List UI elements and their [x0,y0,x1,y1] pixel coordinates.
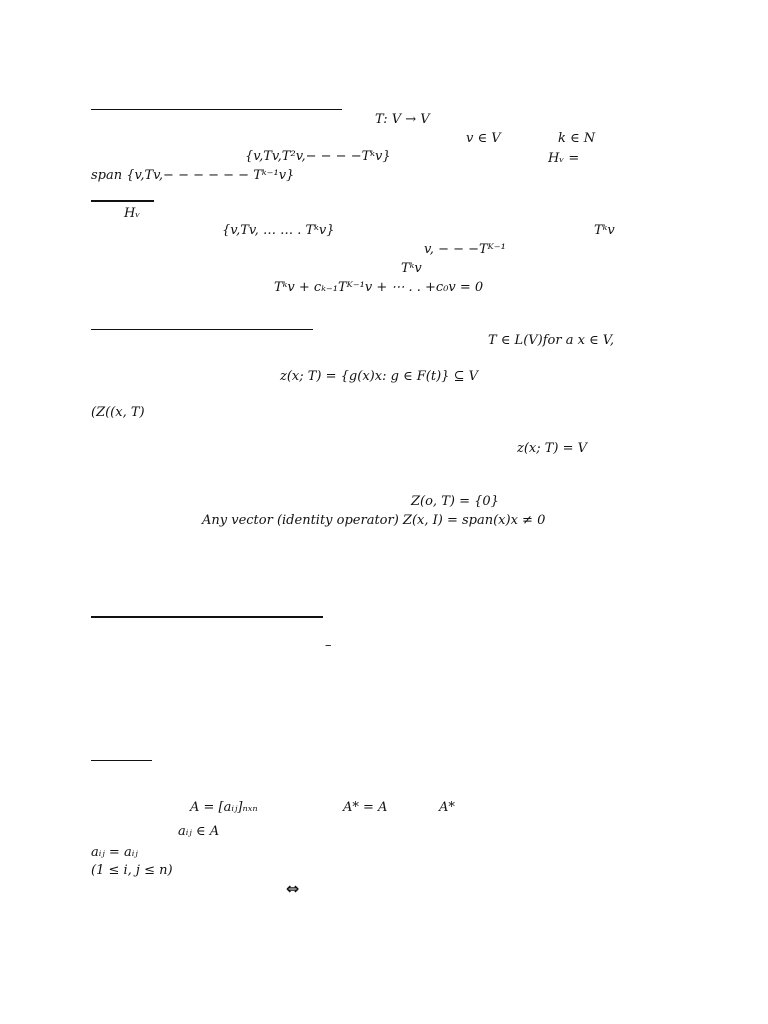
entry-equality: aᵢⱼ = aᵢⱼ [91,845,138,860]
operator-condition: T ∈ L(V)for a x ∈ V, [488,333,615,348]
index-range: (1 ≤ i, j ≤ n) [91,863,173,878]
section-5-underline [91,760,152,761]
iff-arrow-icon: ⇔ [286,879,300,898]
orbit-set-2: {v,Tv, … … . Tᵏv} [222,223,335,238]
matrix-definition: A = [aᵢⱼ]ₙₓₙ [190,800,258,815]
k-in-N: k ∈ N [558,131,596,146]
annihilating-equation: Tᵏv + cₖ₋₁Tᴷ⁻¹v + ⋯ . . +c₀v = 0 [274,280,484,295]
hv-label: Hᵥ [124,206,141,221]
adjoint-equals-A: A* = A [343,800,388,815]
orbit-set: {v,Tv,T²v,− − − −Tᵏv} [245,149,391,164]
hv-equals: Hᵥ = [548,151,580,166]
cyclic-equals-V: z(x; T) = V [517,441,588,456]
cyclic-notation: (Z((x, T) [91,405,145,420]
tkv-right: Tᵏv [594,223,615,238]
section-4-underline [91,616,323,618]
cyclic-subspace-definition: z(x; T) = {g(x)x: g ∈ F(t)} ⊆ V [280,369,478,384]
zero-vector-case: Z(o, T) = {0} [411,494,499,509]
dash-sequence: v, − − −Tᴷ⁻¹ [424,242,506,257]
section-1-underline [91,109,342,110]
span-expression: span {v,Tv,− − − − − − Tᵏ⁻¹v} [91,168,295,183]
adjoint-symbol: A* [439,800,455,815]
dash-mark: – [325,638,332,653]
v-in-V: v ∈ V [466,131,501,146]
identity-operator-case: Any vector (identity operator) Z(x, I) = span(x)x ≠ 0 [202,513,546,528]
matrix-element: aᵢⱼ ∈ A [178,824,220,839]
section-3-underline [91,329,313,330]
map-expression: T: V → V [375,112,430,127]
section-2-underline [91,200,154,202]
tkv-mid: Tᵏv [401,261,422,276]
